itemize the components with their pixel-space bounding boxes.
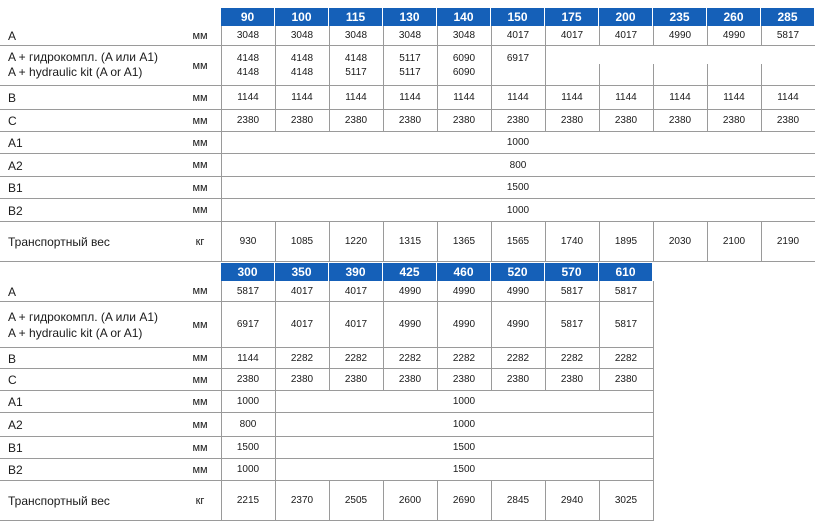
table-cell: 2282 <box>506 352 530 364</box>
table-cell: 4148 <box>236 53 260 64</box>
table-cell: 6090 <box>452 67 476 78</box>
table-cell: 4990 <box>398 319 422 330</box>
table-cell: 5817 <box>776 30 800 41</box>
row-label: Транспортный вес <box>8 494 110 508</box>
table-cell: 1144 <box>237 352 259 364</box>
table-cell: 5817 <box>236 285 260 297</box>
row-label: B2 <box>8 463 23 477</box>
table-cell: 2380 <box>344 115 368 126</box>
row-label: A + гидрокомпл. (A или A1) <box>8 50 159 64</box>
table-cell: 5817 <box>614 319 638 330</box>
table-cell: 1000 <box>236 396 260 407</box>
table-cell: 4017 <box>290 285 314 297</box>
column-header: 140 <box>437 8 491 26</box>
table-cell: 2380 <box>344 374 368 385</box>
row-divider <box>0 221 815 222</box>
table-cell: 3048 <box>452 30 476 41</box>
row-divider <box>0 480 653 481</box>
table-cell: 1144 <box>291 92 313 103</box>
column-rule <box>599 64 600 86</box>
table-cell: 4990 <box>452 285 476 297</box>
table-cell: 2380 <box>722 115 746 126</box>
table-cell: 1895 <box>614 236 638 247</box>
table-cell: 2282 <box>344 352 368 364</box>
unit-label: кг <box>195 494 205 507</box>
table-cell: 4017 <box>560 30 584 41</box>
table-cell-span: 1500 <box>506 182 530 193</box>
table-cell: 1365 <box>452 236 476 247</box>
table-cell: 1144 <box>615 92 637 103</box>
column-header: 150 <box>491 8 545 26</box>
column-rule <box>653 369 654 391</box>
table-cell: 3048 <box>398 30 422 41</box>
column-rule <box>653 281 654 302</box>
table-cell: 4017 <box>290 319 314 330</box>
row-divider <box>0 153 815 154</box>
row-label: A + гидрокомпл. (A или A1) <box>8 310 159 324</box>
table-cell: 930 <box>239 236 257 247</box>
table-cell: 1000 <box>236 464 260 475</box>
row-divider <box>0 109 815 110</box>
table-cell: 5117 <box>345 67 367 78</box>
table-cell: 2282 <box>398 352 422 364</box>
unit-label: мм <box>192 159 208 171</box>
table-cell: 4990 <box>668 30 692 41</box>
row-divider <box>0 347 653 348</box>
table-cell: 2380 <box>668 115 692 126</box>
row-divider <box>0 520 653 521</box>
table-cell: 2380 <box>398 115 422 126</box>
table-cell: 2380 <box>776 115 800 126</box>
table-cell: 2380 <box>614 115 638 126</box>
unit-label: мм <box>192 418 208 431</box>
table-cell: 3025 <box>614 495 638 506</box>
column-header: 425 <box>383 263 437 281</box>
unit-label: мм <box>192 91 208 104</box>
table-cell: 2282 <box>614 352 638 364</box>
row-divider <box>0 436 653 437</box>
table-cell: 3048 <box>236 30 260 41</box>
table-cell: 2690 <box>452 495 476 506</box>
column-rule <box>383 46 384 86</box>
table-cell: 2380 <box>236 374 260 385</box>
table-cell: 2380 <box>452 115 476 126</box>
column-header: 200 <box>599 8 653 26</box>
column-rule <box>491 46 492 86</box>
row-label: A2 <box>8 418 23 432</box>
row-label: B1 <box>8 181 23 195</box>
table-cell: 2505 <box>344 495 368 506</box>
table-cell: 2380 <box>236 115 260 126</box>
row-divider <box>0 45 815 46</box>
table-cell: 1085 <box>290 236 314 247</box>
table-cell: 2380 <box>506 115 530 126</box>
unit-label: мм <box>192 181 208 194</box>
row-divider <box>0 368 653 369</box>
row-divider <box>0 85 815 86</box>
unit-label: мм <box>192 395 208 408</box>
table-cell: 1740 <box>560 236 584 247</box>
column-rule <box>653 413 654 437</box>
column-rule <box>653 391 654 413</box>
table-cell: 4148 <box>290 53 314 64</box>
table-cell: 4990 <box>506 285 530 297</box>
table-cell: 3048 <box>290 30 314 41</box>
table-cell: 2282 <box>560 352 584 364</box>
table-cell: 2380 <box>398 374 422 385</box>
table-cell: 4148 <box>290 67 314 78</box>
column-rule <box>329 46 330 86</box>
unit-label: мм <box>192 352 208 364</box>
unit-label: мм <box>192 136 208 149</box>
row-label-en: A + hydraulic kit (A or A1) <box>8 65 143 79</box>
column-header: 260 <box>707 8 761 26</box>
column-rule <box>653 459 654 481</box>
row-label: A1 <box>8 395 23 409</box>
table-cell: 5817 <box>560 319 584 330</box>
table-cell: 2380 <box>560 115 584 126</box>
table-cell: 4017 <box>614 30 638 41</box>
table-cell-span: 1000 <box>506 204 530 216</box>
table-cell: 1144 <box>237 92 259 103</box>
column-header: 610 <box>599 263 653 281</box>
table-cell: 3048 <box>344 30 368 41</box>
column-rule <box>653 348 654 369</box>
table-cell: 5817 <box>560 285 584 297</box>
table-cell: 2940 <box>560 495 584 506</box>
column-rule <box>761 64 762 86</box>
unit-label: мм <box>192 114 208 127</box>
table-cell: 4990 <box>506 319 530 330</box>
row-divider <box>0 131 815 132</box>
table-cell: 2380 <box>614 374 638 385</box>
table-cell: 5117 <box>399 67 421 78</box>
column-rule <box>545 46 546 86</box>
unit-label: мм <box>192 373 208 386</box>
column-rule <box>653 302 654 348</box>
table-cell: 1500 <box>236 442 260 453</box>
table-cell: 2380 <box>290 115 314 126</box>
table-cell: 2282 <box>452 352 476 364</box>
table-cell: 2380 <box>560 374 584 385</box>
column-header: 175 <box>545 8 599 26</box>
table-cell: 2600 <box>398 495 422 506</box>
column-rule <box>653 437 654 459</box>
row-label: B2 <box>8 203 23 218</box>
table-cell: 2282 <box>290 352 314 364</box>
column-header: 100 <box>275 8 329 26</box>
table-cell: 2215 <box>236 495 260 506</box>
row-divider <box>0 198 815 199</box>
table-cell: 1144 <box>345 92 367 103</box>
row-label: C <box>8 114 17 128</box>
table-cell: 1144 <box>507 92 529 103</box>
table-cell: 1220 <box>344 236 368 247</box>
table-cell: 2380 <box>452 374 476 385</box>
table-cell-span: 800 <box>509 159 527 171</box>
unit-label: мм <box>192 59 208 72</box>
column-header: 390 <box>329 263 383 281</box>
column-header: 235 <box>653 8 707 26</box>
table-cell: 1144 <box>453 92 475 103</box>
column-header: 115 <box>329 8 383 26</box>
column-header: 520 <box>491 263 545 281</box>
row-label: B <box>8 351 17 366</box>
row-label-en: A + hydraulic kit (A or A1) <box>8 326 143 340</box>
table-cell-span: 1000 <box>506 137 530 148</box>
table-cell: 6917 <box>236 319 260 330</box>
table-cell: 6090 <box>452 53 476 64</box>
row-label: B <box>8 91 17 105</box>
column-header: 285 <box>761 8 815 26</box>
table-cell: 4990 <box>398 285 422 297</box>
unit-label: мм <box>192 463 208 476</box>
table-cell-span: 1000 <box>452 419 476 430</box>
row-label: B1 <box>8 441 23 455</box>
row-label: A <box>8 284 17 299</box>
unit-label: кг <box>195 235 205 248</box>
table-cell: 6917 <box>506 53 530 64</box>
table-cell: 5117 <box>399 53 421 64</box>
row-divider <box>0 301 653 302</box>
table-cell: 5817 <box>614 285 638 297</box>
table-cell: 4148 <box>344 53 368 64</box>
table-cell: 4017 <box>344 285 368 297</box>
row-divider <box>0 458 653 459</box>
unit-label: мм <box>192 204 208 216</box>
table-cell-span: 1500 <box>452 442 476 453</box>
table-cell: 1315 <box>398 236 422 247</box>
table-cell: 1144 <box>723 92 745 103</box>
table-cell: 2190 <box>776 236 800 247</box>
table-cell: 1144 <box>777 92 799 103</box>
column-header: 350 <box>275 263 329 281</box>
column-header: 570 <box>545 263 599 281</box>
table-cell: 4017 <box>344 319 368 330</box>
column-header: 300 <box>221 263 275 281</box>
column-rule <box>653 481 654 521</box>
column-header: 90 <box>221 8 275 26</box>
row-label: C <box>8 373 17 387</box>
table-cell: 2030 <box>668 236 692 247</box>
column-rule <box>707 64 708 86</box>
column-header: 460 <box>437 263 491 281</box>
table-cell: 1144 <box>399 92 421 103</box>
unit-label: мм <box>192 318 208 331</box>
table-cell: 2100 <box>722 236 746 247</box>
table-cell: 2380 <box>506 374 530 385</box>
row-label: A2 <box>8 158 23 173</box>
row-label: Транспортный вес <box>8 235 110 249</box>
table-cell: 1565 <box>506 236 530 247</box>
table-cell: 4017 <box>506 30 530 41</box>
column-header: 130 <box>383 8 437 26</box>
table-cell: 800 <box>239 419 257 430</box>
table-cell: 4990 <box>722 30 746 41</box>
table-cell-span: 1000 <box>452 396 476 407</box>
unit-label: мм <box>192 285 208 297</box>
row-divider <box>0 261 815 262</box>
row-label: A <box>8 29 17 43</box>
table-cell-span: 1500 <box>452 464 476 475</box>
unit-label: мм <box>192 441 208 454</box>
table-cell: 2845 <box>506 495 530 506</box>
table-cell: 4148 <box>236 67 260 78</box>
row-divider <box>0 390 653 391</box>
unit-label: мм <box>192 29 208 42</box>
table-cell: 1144 <box>561 92 583 103</box>
table-cell: 2380 <box>290 374 314 385</box>
table-cell: 4990 <box>452 319 476 330</box>
column-rule <box>653 64 654 86</box>
column-rule <box>437 46 438 86</box>
table-cell: 2370 <box>290 495 314 506</box>
row-divider <box>0 412 653 413</box>
column-rule <box>275 46 276 86</box>
table-cell: 1144 <box>669 92 691 103</box>
row-divider <box>0 176 815 177</box>
row-label: A1 <box>8 136 23 150</box>
